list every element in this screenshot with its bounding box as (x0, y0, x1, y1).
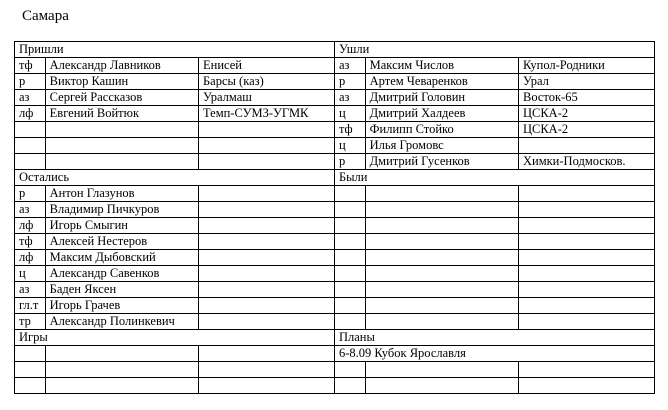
empty-cell (365, 266, 518, 282)
left-club: ЦСКА-2 (518, 106, 654, 122)
empty-cell (518, 282, 654, 298)
arrived-name: Сергей Рассказов (45, 90, 198, 106)
empty-cell (199, 186, 335, 202)
empty-cell (334, 266, 365, 282)
empty-cell (199, 362, 335, 378)
were-header: Были (334, 170, 654, 186)
empty-cell (518, 266, 654, 282)
left-pos: р (334, 74, 365, 90)
empty-cell (15, 138, 46, 154)
table-row (15, 186, 655, 202)
stayed-pos: ц (15, 266, 46, 282)
stayed-name: Игорь Смыгин (45, 218, 198, 234)
empty-cell (518, 298, 654, 314)
empty-cell (45, 346, 198, 362)
section-header-row (15, 330, 655, 346)
table-row (15, 74, 655, 90)
empty-cell (518, 202, 654, 218)
empty-cell (334, 282, 365, 298)
empty-cell (518, 250, 654, 266)
empty-cell (199, 218, 335, 234)
left-pos: р (334, 154, 365, 170)
arrived-club: Енисей (199, 58, 335, 74)
arrived-name: Александр Лавников (45, 58, 198, 74)
empty-cell (45, 154, 198, 170)
stayed-name: Баден Яксен (45, 282, 198, 298)
stayed-pos: аз (15, 202, 46, 218)
empty-cell (334, 298, 365, 314)
page-title: Самара (22, 8, 69, 24)
empty-cell (15, 362, 46, 378)
empty-cell (334, 218, 365, 234)
empty-cell (45, 122, 198, 138)
empty-cell (334, 362, 365, 378)
empty-cell (365, 282, 518, 298)
empty-cell (365, 314, 518, 330)
left-pos: тф (334, 122, 365, 138)
stayed-pos: тф (15, 234, 46, 250)
empty-cell (365, 298, 518, 314)
table-row (15, 154, 655, 170)
empty-cell (334, 378, 365, 394)
empty-cell (15, 122, 46, 138)
empty-cell (199, 282, 335, 298)
stayed-name: Максим Дыбовский (45, 250, 198, 266)
left-name: Артем Чеваренков (365, 74, 518, 90)
empty-cell (365, 234, 518, 250)
arrived-header: Пришли (15, 42, 335, 58)
empty-cell (334, 186, 365, 202)
empty-cell (518, 378, 654, 394)
table-row (15, 266, 655, 282)
section-header-row (15, 170, 655, 186)
empty-cell (199, 298, 335, 314)
empty-cell (45, 138, 198, 154)
table-row (15, 362, 655, 378)
empty-cell (45, 378, 198, 394)
empty-cell (518, 218, 654, 234)
empty-cell (334, 250, 365, 266)
empty-cell (15, 346, 46, 362)
table-row (15, 138, 655, 154)
empty-cell (15, 154, 46, 170)
table-row (15, 58, 655, 74)
empty-cell (518, 234, 654, 250)
left-name: Дмитрий Головин (365, 90, 518, 106)
left-club: ЦСКА-2 (518, 122, 654, 138)
empty-cell (15, 378, 46, 394)
arrived-name: Виктор Кашин (45, 74, 198, 90)
stayed-name: Игорь Грачев (45, 298, 198, 314)
arrived-pos: р (15, 74, 46, 90)
left-pos: аз (334, 58, 365, 74)
empty-cell (365, 202, 518, 218)
empty-cell (199, 314, 335, 330)
empty-cell (365, 250, 518, 266)
arrived-club: Уралмаш (199, 90, 335, 106)
section-header-row (15, 42, 655, 58)
empty-cell (365, 186, 518, 202)
left-club: Урал (518, 74, 654, 90)
stayed-name: Александр Полинкевич (45, 314, 198, 330)
left-pos: ц (334, 138, 365, 154)
stayed-pos: тр (15, 314, 46, 330)
empty-cell (199, 138, 335, 154)
left-name: Максим Числов (365, 58, 518, 74)
empty-cell (365, 218, 518, 234)
arrived-pos: лф (15, 106, 46, 122)
empty-cell (199, 346, 335, 362)
empty-cell (334, 234, 365, 250)
empty-cell (518, 314, 654, 330)
empty-cell (199, 202, 335, 218)
left-name: Илья Громовс (365, 138, 518, 154)
left-club (518, 138, 654, 154)
empty-cell (365, 378, 518, 394)
left-club: Купол-Родники (518, 58, 654, 74)
left-club: Восток-65 (518, 90, 654, 106)
plans-item: 6-8.09 Кубок Ярославля (334, 346, 654, 362)
table-row (15, 106, 655, 122)
table-row (15, 314, 655, 330)
empty-cell (45, 362, 198, 378)
empty-cell (199, 250, 335, 266)
left-name: Дмитрий Гусенков (365, 154, 518, 170)
empty-cell (334, 202, 365, 218)
left-name: Дмитрий Халдеев (365, 106, 518, 122)
left-header: Ушли (334, 42, 654, 58)
empty-cell (199, 234, 335, 250)
roster-table (14, 41, 655, 394)
table-row (15, 282, 655, 298)
stayed-pos: р (15, 186, 46, 202)
arrived-club: Темп-СУМЗ-УГМК (199, 106, 335, 122)
stayed-pos: лф (15, 250, 46, 266)
table-row (15, 218, 655, 234)
table-row (15, 378, 655, 394)
stayed-pos: гл.т (15, 298, 46, 314)
stayed-header: Остались (15, 170, 335, 186)
table-row (15, 346, 655, 362)
table-row (15, 250, 655, 266)
stayed-pos: лф (15, 218, 46, 234)
left-pos: аз (334, 90, 365, 106)
stayed-name: Александр Савенков (45, 266, 198, 282)
stayed-name: Алексей Нестеров (45, 234, 198, 250)
arrived-name: Евгений Войтюк (45, 106, 198, 122)
arrived-club: Барсы (каз) (199, 74, 335, 90)
arrived-pos: аз (15, 90, 46, 106)
left-name: Филипп Стойко (365, 122, 518, 138)
arrived-pos: тф (15, 58, 46, 74)
table-row (15, 202, 655, 218)
empty-cell (334, 314, 365, 330)
empty-cell (199, 266, 335, 282)
games-header: Игры (15, 330, 335, 346)
empty-cell (199, 154, 335, 170)
stayed-name: Антон Глазунов (45, 186, 198, 202)
left-pos: ц (334, 106, 365, 122)
table-row (15, 90, 655, 106)
stayed-pos: аз (15, 282, 46, 298)
stayed-name: Владимир Пичкуров (45, 202, 198, 218)
plans-header: Планы (334, 330, 654, 346)
empty-cell (199, 122, 335, 138)
table-row (15, 298, 655, 314)
empty-cell (365, 362, 518, 378)
left-club: Химки-Подмосков. (518, 154, 654, 170)
table-row (15, 234, 655, 250)
empty-cell (518, 186, 654, 202)
table-row (15, 122, 655, 138)
empty-cell (199, 378, 335, 394)
empty-cell (518, 362, 654, 378)
